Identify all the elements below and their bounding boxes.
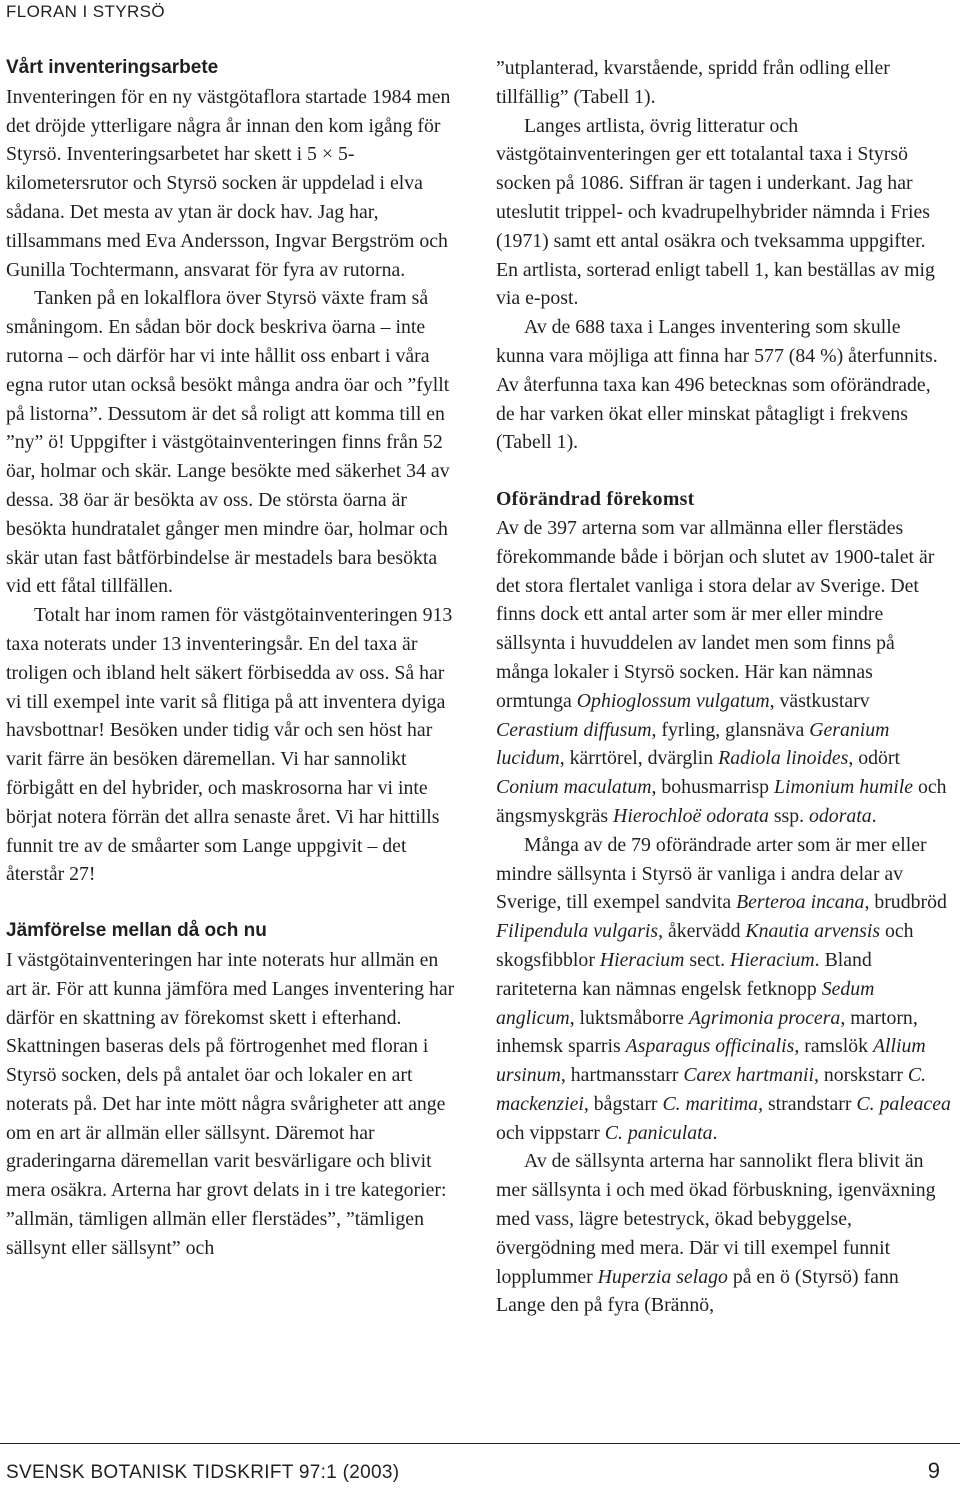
left-column: [6, 54, 462, 1263]
right-column: [496, 54, 952, 1320]
paragraph: ”utplanterad, kvarstående, spridd från odling eller tillfällig” (Tabell 1).: [496, 57, 890, 108]
running-head: FLORAN I STYRSÖ: [6, 2, 166, 21]
section-heading-comparison: Jämförelse mellan då och nu: [6, 920, 267, 942]
section-heading-unchanged: Oförändrad förekomst: [496, 488, 695, 511]
paragraph: Langes artlista, övrig litteratur och västgötainventeringen ger ett totalantal taxa i Styrsö socken på 1086. Siffran är tagen i underkant. Jag har uteslutit trippel- och kvadrupelhybrider nämnda i Fries (1971) samt ett antal osäkra och tveksamma uppgifter. En artlista, sorterad enligt tabell 1, kan beställas av mig via e-post.: [496, 114, 935, 310]
footer-rule: [0, 1443, 960, 1444]
paragraph: Totalt har inom ramen för västgötainventeringen 913 taxa noterats under 13 inventeringsår. En del taxa är troligen och ibland helt säkert förbisedda av oss. Så har vi till exempel inte varit så flitiga på att inventera dyiga havsbottnar! Besöken under tidig vår och sen höst har varit färre än besöken däremellan. Vi har sannolikt förbigått en del hybrider, och maskrosorna har vi inte börjat notera förrän det allra senaste året. Vi har hittills funnit tre av de småarter som Lange uppgivit – det återstår 27!: [6, 604, 453, 886]
paragraph: I västgötainventeringen har inte noterats hur allmän en art är. För att kunna jämföra med Langes inventering har därför en skattning av förekomst skett i efterhand. Skattningen baseras dels på förtrogenhet med floran i Styrsö socken, dels på antalet öar och lokaler en art noterats på. Det har inte mött några svårigheter att ange om en art är allmän eller sällsynt. Däremot har graderingarna däremellan varit besvärligare och blivit mera osäkra. Arterna har grovt delats in i tre kategorier: ”allmän, tämligen allmän eller flerstädes”, ”tämligen sällsynt eller sällsynt” och: [6, 948, 455, 1259]
paragraph: Av de 397 arterna som var allmänna eller flerstädes förekommande både i början och slutet av 1900-talet är det stora flertalet vanliga i stora delar av Sverige. Det finns dock ett antal arter som är mer eller mindre sällsynta i huvuddelen av landet men som finns på många lokaler i Styrsö socken. Här kan nämnas ormtunga Ophioglossum vulgatum, västkustarv Cerastium diffusum, fyrling, glansnäva Geranium lucidum, kärrtörel, dvärglin Radiola linoides, odört Conium maculatum, bohusmarrisp Limonium humile och ängsmyskgräs Hierochloë odorata ssp. odorata.: [496, 516, 947, 827]
paragraph: Av de sällsynta arterna har sannolikt flera blivit än mer sällsynta i och med ökad förbuskning, igenväxning med vass, lägre betestryck, ökad bebyggelse, övergödning med mera. Där vi till exempel funnit lopplummer Huperzia selago på en ö (Styrsö) fann Lange den på fyra (Brännö,: [496, 1150, 936, 1317]
paragraph: Av de 688 taxa i Langes inventering som skulle kunna vara möjliga att finna har 577 (84 %) återfunnits. Av återfunna taxa kan 496 betecknas som oförändrade, de har varken ökat eller minskat påtagligt i frekvens (Tabell 1).: [496, 316, 938, 454]
paragraph: Inventeringen för en ny västgötaflora startade 1984 men det dröjde ytterligare några år innan den kom igång för Styrsö. Inventeringsarbetet har skett i 5 × 5-kilometersrutor och Styrsö socken är uppdelad i elva sådana. Det mesta av ytan är dock hav. Jag har, tillsammans med Eva Andersson, Ingvar Bergström och Gunilla Tochtermann, ansvarat för fyra av rutorna.: [6, 85, 451, 281]
section-heading-inventory: Vårt inventeringsarbete: [6, 57, 219, 78]
journal-reference: SVENSK BOTANISK TIDSKRIFT 97:1 (2003): [6, 1462, 400, 1483]
paragraph: Tanken på en lokalflora över Styrsö växte fram så småningom. En sådan bör dock beskriva öarna – inte rutorna – och därför har vi inte hållit oss enbart i våra egna rutor utan också besökt många andra öar och ”fyllt på listorna”. Dessutom är det så roligt att komma till en ”ny” ö! Uppgifter i västgötainventeringen finns från 52 öar, holmar och skär. Lange besökte med säkerhet 34 av dessa. 38 öar är besökta av oss. De största öarna är besökta hundratalet gånger men mindre öar, holmar och skär utan fast båtförbindelse är mestadels bara besökta vid ett fåtal tillfällen.: [6, 287, 450, 598]
page-number: 9: [927, 1458, 940, 1483]
paragraph: Många av de 79 oförändrade arter som är mer eller mindre sällsynta i Styrsö är vanliga i andra delar av Sverige, till exempel sandvita Berteroa incana, brudbröd Filipendula vulgaris, åkervädd Knautia arvensis och skogsfibblor Hieracium sect. Hieracium. Bland rariteterna kan nämnas engelsk fetknopp Sedum anglicum, luktsmåborre Agrimonia procera, martorn, inhemsk sparris Asparagus officinalis, ramslök Allium ursinum, hartmansstarr Carex hartmanii, norskstarr C. mackenziei, bågstarr C. maritima, strandstarr C. paleacea och vippstarr C. paniculata.: [496, 833, 951, 1144]
